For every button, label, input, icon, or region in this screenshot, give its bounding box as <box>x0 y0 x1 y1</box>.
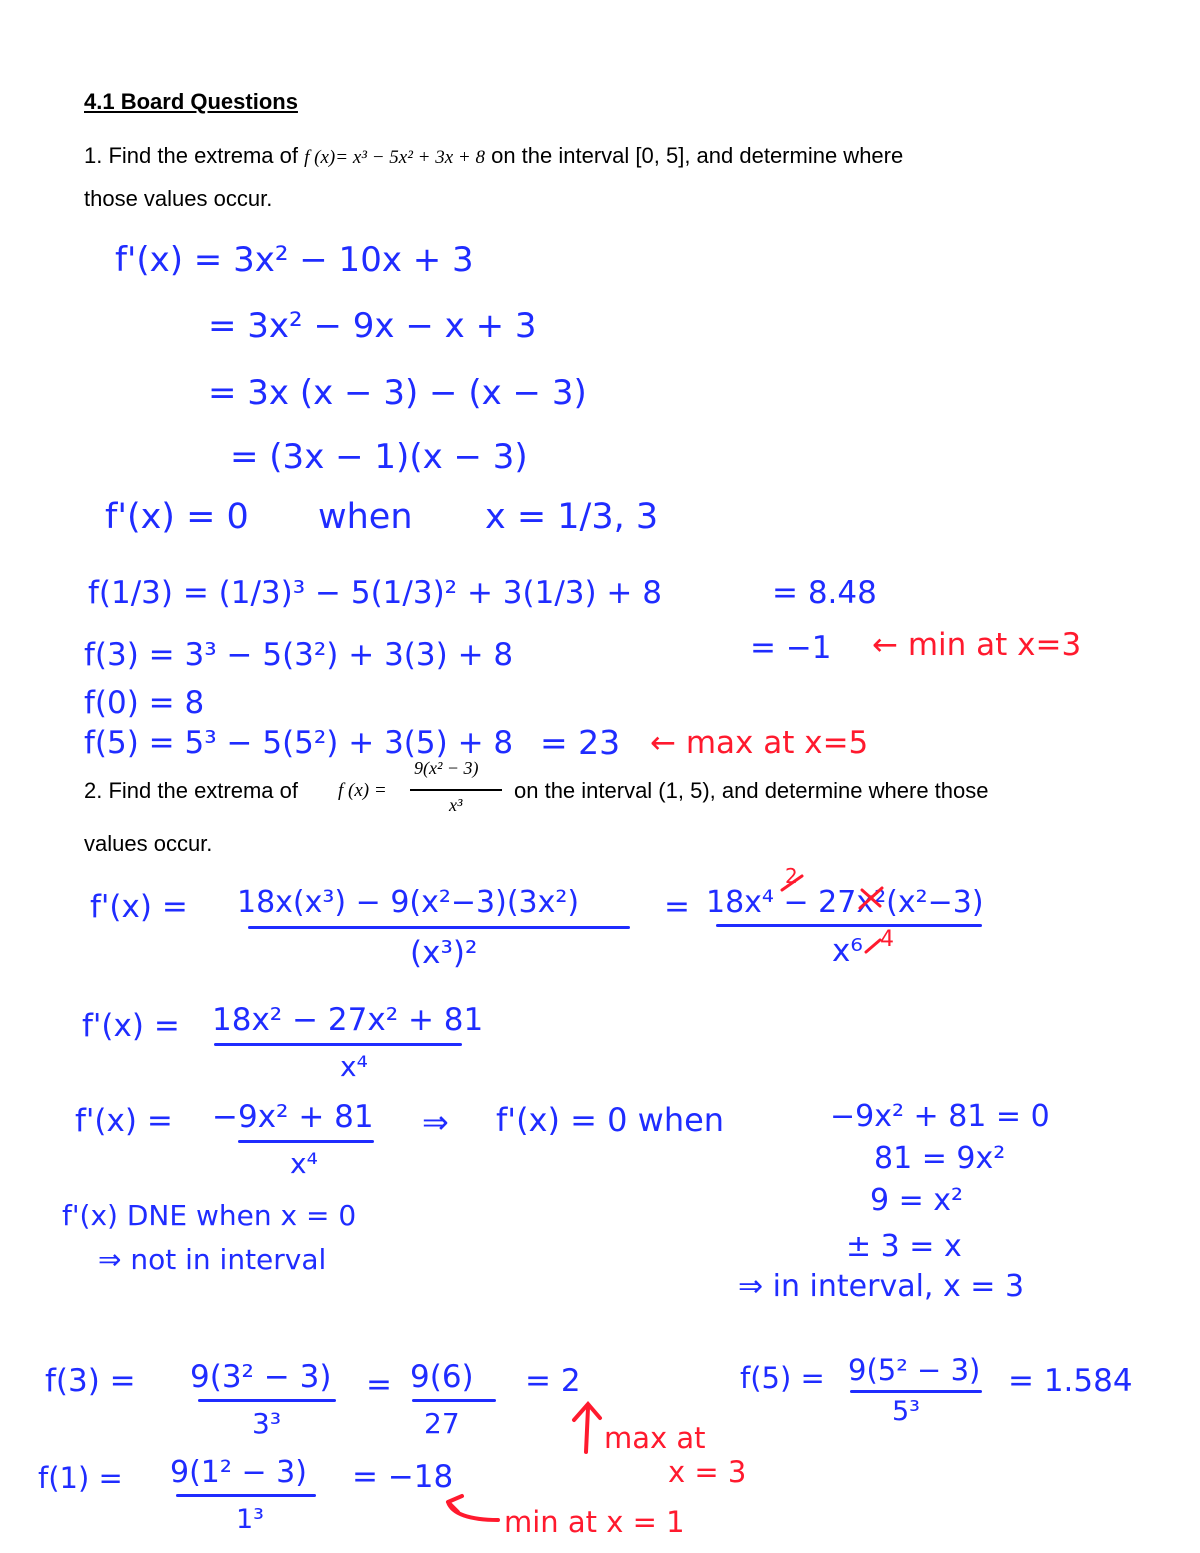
q1-suffix: on the interval [0, 5], and determine where <box>491 143 904 168</box>
q2-eval-five-numerator: 9(5² − 3) <box>848 1353 981 1387</box>
q2-quotient-denominator: (x³)² <box>410 935 478 971</box>
q2-function-numerator: 9(x² − 3) <box>414 758 479 778</box>
q1-critical-condition: f'(x) = 0 <box>105 497 249 537</box>
q2-dne-statement: f'(x) DNE when x = 0 <box>62 1199 357 1232</box>
question-2-line-1 <box>84 778 298 804</box>
q2-step-1-bar <box>214 1043 462 1046</box>
q2-eval-one-numerator: 9(1² − 3) <box>170 1455 307 1490</box>
q1-min-annotation: ← min at x=3 <box>872 627 1082 663</box>
q1-derivative: f'(x) = 3x² − 10x + 3 <box>115 240 474 280</box>
q2-quotient-bar <box>248 926 630 929</box>
q2-solve-step-4: ± 3 = x <box>846 1229 962 1264</box>
page-title: 4.1 Board Questions <box>84 89 298 114</box>
q2-step-1-numerator: 18x² − 27x² + 81 <box>212 1002 484 1038</box>
q2-eval-three-numerator: 9(3² − 3) <box>190 1359 332 1395</box>
q1-prefix: 1. Find the extrema of <box>84 143 298 168</box>
q2-solve-step-1: −9x² + 81 = 0 <box>830 1099 1050 1134</box>
q1-factor-step-3: = (3x − 1)(x − 3) <box>230 437 528 477</box>
q2-simplified-denominator: x⁶ <box>832 933 863 969</box>
question-1-line-2: those values occur. <box>84 186 273 211</box>
question-2-line-2: values occur. <box>84 831 213 856</box>
q2-suffix: on the interval (1, 5), and determine where those <box>514 778 989 803</box>
q2-red-correction-2: 2 <box>785 864 798 888</box>
q2-step-2-denominator: x⁴ <box>290 1147 318 1180</box>
q2-step-2-numerator: −9x² + 81 <box>212 1099 374 1135</box>
q2-step-2-lhs: f'(x) = <box>75 1103 173 1139</box>
q1-function: f (x)= x³ − 5x² + 3x + 8 <box>304 147 485 168</box>
curved-arrow-icon <box>448 1496 498 1520</box>
q1-critical-points: x = 1/3, 3 <box>485 497 659 537</box>
q2-eval-three-value: = 2 <box>525 1363 581 1399</box>
q1-eval-one-third: f(1/3) = (1/3)³ − 5(1/3)² + 3(1/3) + 8 <box>88 575 662 611</box>
q2-solve-step-2: 81 = 9x² <box>874 1141 1006 1176</box>
q2-eval-three-denominator: 3³ <box>252 1407 282 1440</box>
q2-prefix: 2. Find the extrema of <box>84 778 298 803</box>
q2-zero-condition: f'(x) = 0 when <box>496 1101 725 1139</box>
question-1-line-1 <box>84 143 903 169</box>
q1-max-annotation: ← max at x=5 <box>650 725 869 761</box>
q2-eval-three-numerator-2: 9(6) <box>410 1359 474 1395</box>
q2-quotient-numerator: 18x(x³) − 9(x²−3)(3x²) <box>237 885 580 920</box>
q2-step-2-bar <box>238 1140 374 1143</box>
q2-eval-three-bar <box>198 1399 336 1402</box>
q1-when-label: when <box>318 497 413 537</box>
q2-function-denominator: x³ <box>449 795 463 815</box>
q2-eval-one-denominator: 1³ <box>236 1504 265 1535</box>
q1-eval-one-third-value: = 8.48 <box>772 575 877 611</box>
q2-function-fraction-bar <box>410 789 502 791</box>
q2-eval-one-lhs: f(1) = <box>38 1461 123 1495</box>
q2-simplified-bar <box>716 924 982 927</box>
q1-eval-five: f(5) = 5³ − 5(5²) + 3(5) + 8 <box>84 725 514 761</box>
q2-eval-one-bar <box>176 1494 316 1497</box>
q2-max-annotation-x: x = 3 <box>668 1455 747 1489</box>
q1-eval-zero: f(0) = 8 <box>84 685 205 721</box>
up-arrow-icon <box>574 1404 600 1452</box>
q2-eval-five-lhs: f(5) = <box>740 1361 825 1395</box>
strike-mark-3 <box>866 940 880 952</box>
q2-eval-three-denominator-2: 27 <box>424 1407 460 1440</box>
q2-function-lhs: f (x) = <box>338 780 387 801</box>
q1-factor-step-1: = 3x² − 9x − x + 3 <box>208 306 537 346</box>
q2-implies-arrow: ⇒ <box>422 1103 449 1141</box>
q2-eval-three-equals: = <box>366 1367 392 1403</box>
q2-step-1-lhs: f'(x) = <box>82 1008 180 1044</box>
q2-eval-three-bar-2 <box>412 1399 496 1402</box>
q2-solve-step-3: 9 = x² <box>870 1183 964 1218</box>
q1-eval-five-value: = 23 <box>540 723 621 762</box>
q2-eval-one-value: = −18 <box>352 1459 454 1495</box>
q2-max-annotation: max at <box>604 1421 706 1455</box>
q2-quotient-equals: = <box>664 889 690 925</box>
q2-simplified-numerator: 18x⁴ − 27x²(x²−3) <box>706 885 984 920</box>
q2-min-annotation: min at x = 1 <box>504 1505 685 1539</box>
q1-eval-three: f(3) = 3³ − 5(3²) + 3(3) + 8 <box>84 637 514 673</box>
q2-quotient-lhs: f'(x) = <box>90 889 188 925</box>
q2-eval-five-denominator: 5³ <box>892 1396 921 1427</box>
q2-dne-conclusion: ⇒ not in interval <box>98 1243 327 1276</box>
q1-factor-step-2: = 3x (x − 3) − (x − 3) <box>208 373 587 413</box>
q2-solve-conclusion: ⇒ in interval, x = 3 <box>738 1269 1025 1304</box>
q2-eval-five-bar <box>850 1390 982 1393</box>
q2-eval-five-value: = 1.584 <box>1008 1363 1133 1399</box>
q2-eval-three-lhs: f(3) = <box>45 1363 136 1399</box>
q2-red-correction-4: 4 <box>880 927 894 952</box>
q1-eval-three-value: = −1 <box>750 630 832 666</box>
q2-step-1-denominator: x⁴ <box>340 1050 368 1083</box>
